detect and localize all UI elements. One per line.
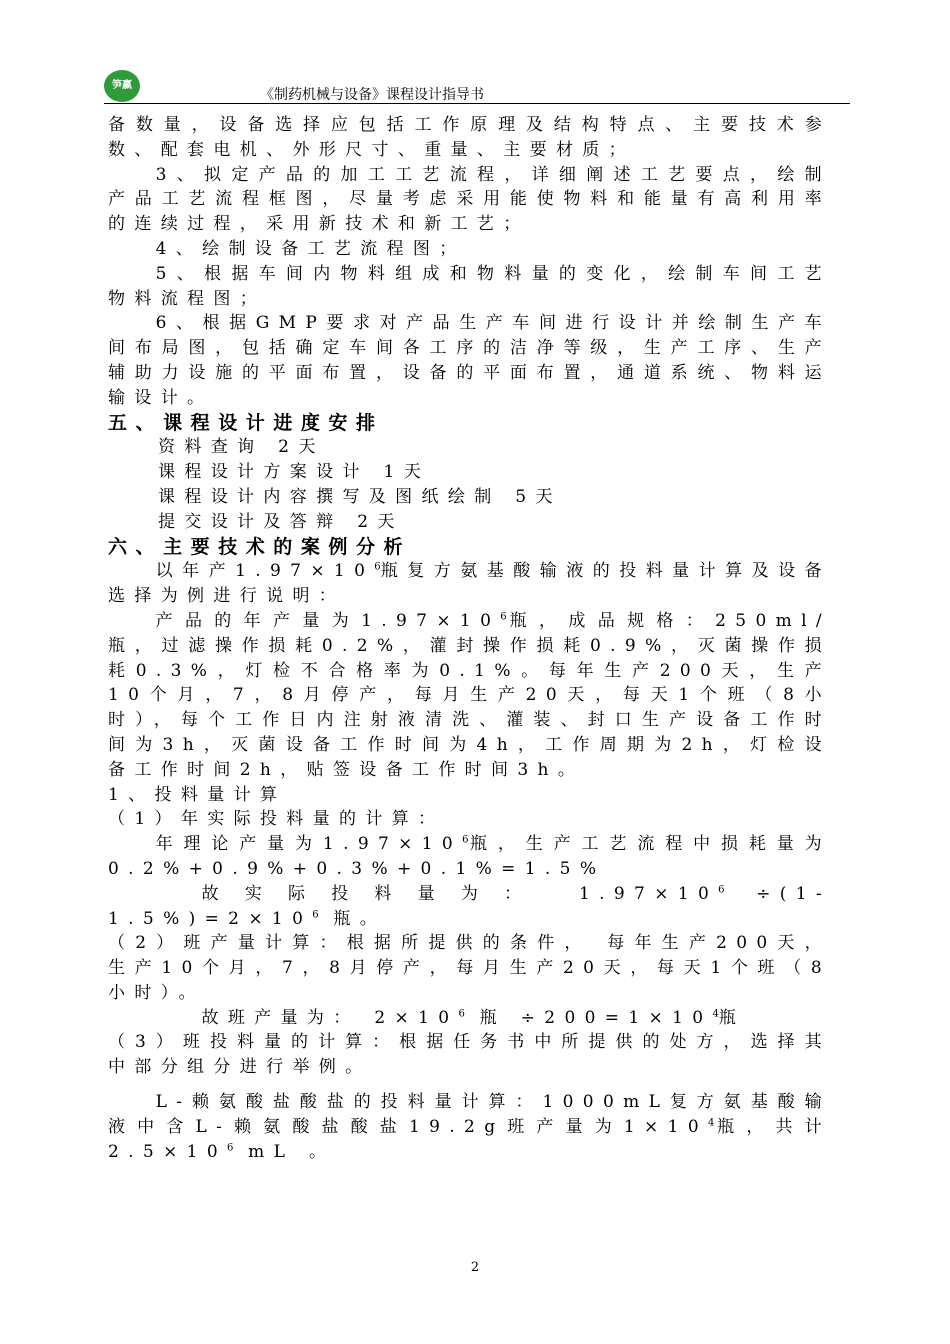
text-span: 以年产1.97×10 <box>155 561 375 582</box>
text-span: 瓶，生产工艺流程中损耗量为0.2%+0.9%+0.3%+0.1%=1.5% <box>108 834 831 879</box>
text-span: 故班产量为： 2×10 <box>201 1007 459 1028</box>
superscript: 6 <box>718 884 725 896</box>
logo: 笋赢 <box>104 70 140 102</box>
page-number: 2 <box>470 1260 480 1275</box>
text-span: L-赖氨酸盐酸盐的投料量计算：1000mL复方氨基酸输液中含L-赖氨酸盐酸盐19.2g班产量为1×10 <box>108 1092 831 1137</box>
paragraph-theoretical-output <box>108 832 831 882</box>
paragraph-material-flow: 5、根据车间内物料组成和物料量的变化，绘制车间工艺物料流程图； <box>108 263 831 309</box>
text-span: ÷(1-1.5%)=2×10 <box>108 883 832 929</box>
superscript: 6 <box>312 908 319 920</box>
paragraph-equipment-quantity: 备数量，设备选择应包括工作原理及结构特点、主要技术参数、配套电机、外形尺寸、重量、主要材质； <box>108 115 831 160</box>
text-span: 产品的年产量为1.97×10 <box>155 610 501 631</box>
superscript: 6 <box>374 561 381 573</box>
paragraph-process-flow: 3、拟定产品的加工工艺流程，详细阐述工艺要点，绘制产品工艺流程框图，尽量考虑采用能使物料和能量有高利用率的连续过程，采用新技术和新工艺； <box>108 164 831 235</box>
schedule-item: 资料查询 2天 <box>158 437 325 458</box>
subheading-calc: 1、投料量计算 <box>108 784 287 805</box>
paragraph-lysine-calc <box>108 1090 831 1164</box>
schedule-item: 提交设计及答辩 2天 <box>158 511 404 532</box>
schedule-item: 课程设计方案设计 1天 <box>158 462 431 483</box>
document-body <box>108 113 831 1164</box>
section-heading-case-study: 六、主要技术的案例分析 <box>108 535 412 558</box>
paragraph-product-spec <box>108 609 831 783</box>
superscript: 6 <box>227 1142 234 1154</box>
paragraph-shift-feed: （3）班投料量的计算：根据任务书中所提供的处方，选择其中部分组分进行举例。 <box>108 1032 831 1078</box>
text-span: 瓶复方氨基酸输液的投料量计算及设备选择为例进行说明： <box>108 561 831 607</box>
text-span: 瓶，成品规格：250ml/瓶，过滤操作损耗0.2%，灌封操作损耗0.9%，灭菌操作损耗0.3%，灯检不合格率为0.1%。每年生产200天，生产10个月，7，8月停产，每月生产20天，每天1个班（8小时），每个工作日内注射液清洗、灌装、封口生产设备工作时间为3h，灭菌设备工作时间为4h，工作周期为2h，灯检设备工作时间2h，贴签设备工作时间3h。 <box>108 610 831 780</box>
text-span: 瓶 <box>718 1007 746 1028</box>
paragraph-equipment-flow: 4、绘制设备工艺流程图； <box>155 238 466 259</box>
schedule-item: 课程设计内容撰写及图纸绘制 5天 <box>158 486 562 507</box>
superscript: 4 <box>707 1117 715 1129</box>
header-rule <box>104 103 850 104</box>
text-span: 故实际投料量为： 1.97×10 <box>201 883 719 904</box>
subheading-annual-feed: （1）年实际投料量的计算： <box>108 809 445 830</box>
formula-shift-output <box>108 1006 831 1031</box>
text-span: 瓶 ÷200=1×10 <box>464 1007 713 1028</box>
text-span: 年理论产量为1.97×10 <box>155 834 463 855</box>
text-span: 瓶，共计2.5×10 <box>108 1116 831 1162</box>
text-span: 瓶。 <box>318 908 387 929</box>
superscript: 6 <box>500 611 507 623</box>
text-span: mL 。 <box>233 1141 336 1162</box>
header-title: 《制药机械与设备》课程设计指导书 <box>260 87 484 103</box>
section-heading-schedule: 五、课程设计进度安排 <box>108 411 384 434</box>
formula-actual-feed <box>108 882 831 932</box>
superscript: 4 <box>712 1008 719 1020</box>
superscript: 6 <box>458 1008 465 1020</box>
superscript: 6 <box>462 834 469 846</box>
paragraph-gmp-layout: 6、根据GMP要求对产品生产车间进行设计并绘制生产车间布局图，包括确定车间各工序的洁净等级，生产工序、生产辅助力设施的平面布置，设备的平面布置，通道系统、物料运输设计。 <box>108 313 831 408</box>
paragraph-case-intro <box>108 559 831 609</box>
paragraph-shift-output: （2）班产量计算：根据所提供的条件， 每年生产200天，生产10个月，7，8月停产，每月生产20天，每天1个班（8小时）。 <box>108 933 831 1003</box>
